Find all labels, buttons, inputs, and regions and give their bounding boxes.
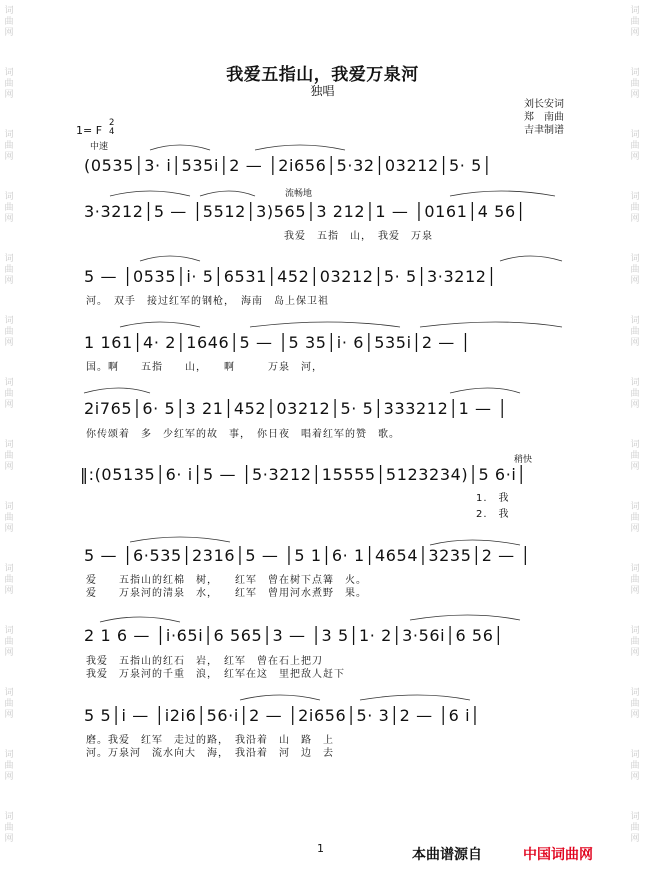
notation-line-5: 2i765│6· 5│3 21│452│03212│5· 5│333212│1 — │ (84, 399, 508, 418)
watermark-glyph: 词 曲 网 (630, 316, 640, 348)
slur (360, 695, 470, 700)
lyrics-line-9-verse-1: 磨。我爱 红军 走过的路， 我沿着 山 路 上 (86, 735, 334, 746)
watermark-glyph: 词 曲 网 (630, 750, 640, 782)
notation-line-2: 3·3212│5 — │5512│3)565│3 212│1 — │0161│4 56│ (84, 202, 526, 221)
slur (120, 322, 200, 327)
watermark-glyph: 词 曲 网 (4, 502, 14, 534)
slur (150, 145, 210, 150)
watermark-glyph: 词 曲 网 (630, 440, 640, 472)
watermark-glyph: 词 曲 网 (4, 688, 14, 720)
verse-number-2: 2. 我 (476, 509, 510, 520)
watermark-glyph: 词 曲 网 (630, 192, 640, 224)
slur (450, 388, 520, 393)
expression-flowing: 流畅地 (285, 189, 313, 199)
slur (100, 617, 180, 622)
lyrics-line-9-verse-2: 河。万泉河 流水向大 海， 我沿着 河 边 去 (86, 748, 334, 759)
watermark-glyph: 词 曲 网 (4, 192, 14, 224)
notation-line-8: 2 1 6 — │i·65i│6 565│3 — │3 5│1· 2│3·56i│6 56│ (84, 626, 504, 645)
slur (200, 191, 255, 196)
expression-faster: 稍快 (514, 455, 533, 465)
watermark-glyph: 词 曲 网 (630, 812, 640, 844)
lyrics-line-4: 国。啊 五指 山， 啊 万泉 河， (86, 362, 323, 373)
slur (110, 191, 190, 196)
watermark-glyph: 词 曲 网 (4, 750, 14, 782)
watermark-glyph: 词 曲 网 (4, 316, 14, 348)
watermark-glyph: 词 曲 网 (4, 440, 14, 472)
watermark-glyph: 词 曲 网 (630, 378, 640, 410)
notation-line-7: 5 — │6·535│2316│5 — │5 1│6· 1│4654│3235│2 — │ (84, 546, 531, 565)
lyrics-line-7-verse-2: 爱 万泉河的清泉 水， 红军 曾用河水煮野 果。 (86, 588, 367, 599)
notation-line-1: (0535│3· i│535i│2 — │2i656│5·32│03212│5· 5│ (84, 156, 493, 175)
time-signature-bottom: 4 (109, 127, 115, 137)
lyrics-line-2: 我爱 五指 山， 我爱 万泉 (284, 231, 433, 242)
page-number: 1 (317, 842, 324, 855)
page-title: 我爱五指山，我爱万泉河 (226, 65, 419, 85)
notation-line-3: 5 — │0535│i· 5│6531│452│03212│5· 5│3·3212│ (84, 267, 497, 286)
source-label: 本曲谱源自 (412, 847, 482, 863)
slur (250, 322, 400, 327)
slur (500, 256, 562, 261)
watermark-glyph: 词 曲 网 (630, 68, 640, 100)
lyrics-line-5: 你传颂着 多 少红军的故 事， 你日夜 唱着红军的赞 歌。 (86, 429, 400, 440)
watermark-glyph: 词 曲 网 (4, 626, 14, 658)
page-subtitle: 独唱 (310, 84, 335, 98)
watermark-glyph: 词 曲 网 (630, 688, 640, 720)
slur (240, 695, 320, 700)
notation-line-4: 1 161│4· 2│1646│5 — │5 35│i· 6│535i│2 — │ (84, 333, 471, 352)
slur (420, 322, 562, 327)
credit-composer: 郑 南曲 (524, 112, 564, 123)
credit-transcriber: 吉聿制谱 (524, 125, 564, 136)
watermark-glyph: 词 曲 网 (4, 564, 14, 596)
watermark-glyph: 词 曲 网 (4, 812, 14, 844)
lyrics-line-3: 河。 双手 接过红军的钢枪， 海南 岛上保卫祖 (86, 296, 329, 307)
slur (255, 145, 345, 150)
slur (130, 537, 230, 542)
tempo-marking: 中速 (90, 142, 109, 152)
verse-number-1: 1. 我 (476, 493, 510, 504)
lyrics-line-7-verse-1: 爱 五指山的红棉 树， 红军 曾在树下点篝 火。 (86, 575, 367, 586)
time-signature-top: 2 (109, 118, 115, 128)
slur (84, 388, 150, 393)
watermark-glyph: 词 曲 网 (630, 6, 640, 38)
notation-line-9: 5 5│i — │i2i6│56·i│2 — │2i656│5· 3│2 — │6 i│ (84, 706, 481, 725)
slur (410, 615, 520, 620)
watermark-glyph: 词 曲 网 (4, 254, 14, 286)
lyrics-line-8-verse-1: 我爱 五指山的红石 岩， 红军 曾在石上把刀 (86, 656, 323, 667)
watermark-glyph: 词 曲 网 (4, 130, 14, 162)
watermark-glyph: 词 曲 网 (630, 626, 640, 658)
credit-lyricist: 刘长安词 (524, 99, 564, 110)
slur (140, 256, 200, 261)
watermark-glyph: 词 曲 网 (4, 6, 14, 38)
lyrics-line-8-verse-2: 我爱 万泉河的千重 浪， 红军在这 里把敌人赶下 (86, 669, 345, 680)
watermark-glyph: 词 曲 网 (630, 254, 640, 286)
watermark-glyph: 词 曲 网 (630, 502, 640, 534)
watermark-glyph: 词 曲 网 (4, 378, 14, 410)
slur (430, 540, 520, 545)
key-signature: 1= F (76, 124, 103, 137)
slur-group (84, 145, 562, 700)
slur (450, 191, 555, 196)
notation-line-6: ‖:(05135│6· i│5 — │5·3212│15555│5123234)│5 6·i│ (80, 465, 527, 484)
source-site-link[interactable]: 中国词曲网 (523, 847, 593, 863)
watermark-glyph: 词 曲 网 (630, 564, 640, 596)
watermark-glyph: 词 曲 网 (630, 130, 640, 162)
watermark-glyph: 词 曲 网 (4, 68, 14, 100)
